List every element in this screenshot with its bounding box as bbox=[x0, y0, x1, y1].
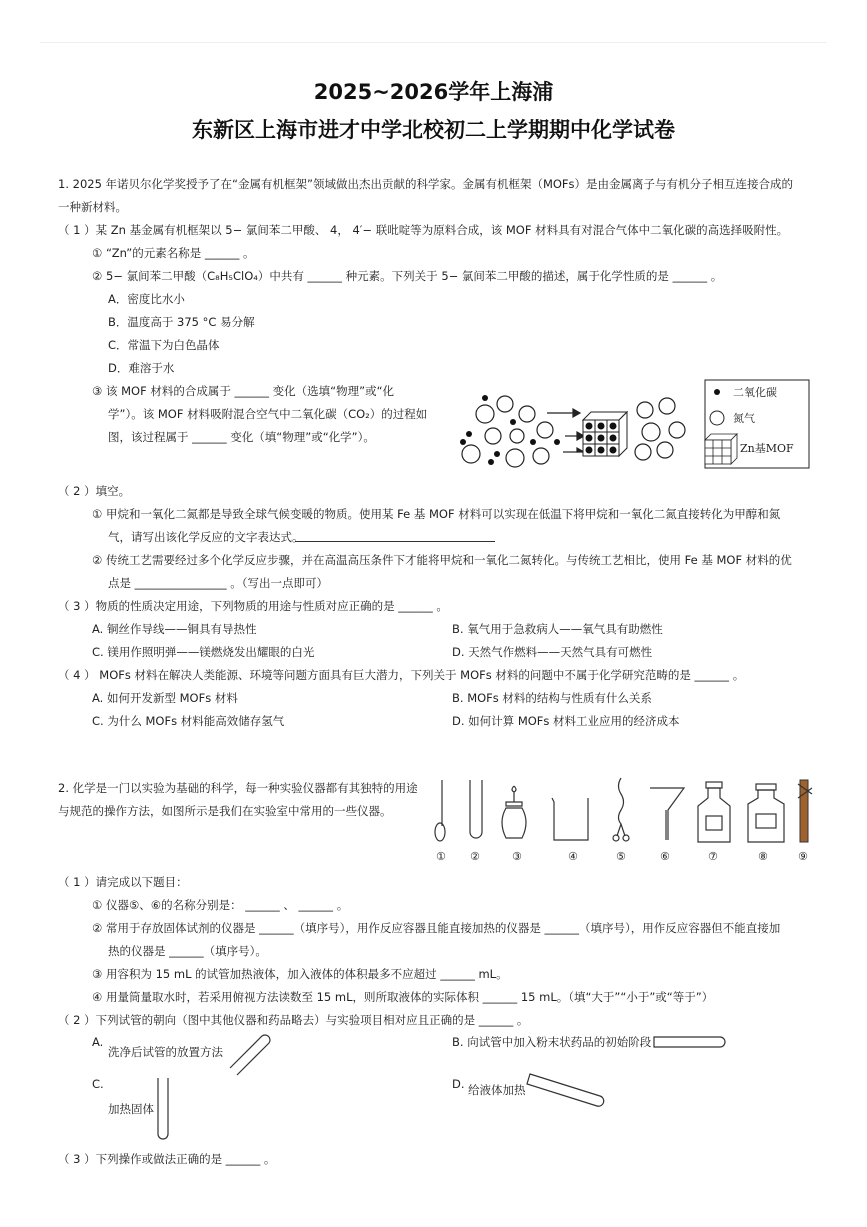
q1-part2-sub2-line1: ② 传统工艺需要经过多个化学反应步骤，并在高温高压条件下才能将甲烷和一氧化二氮转化。与传统工艺相比，使用 Fe 基 MOF 材料的优 bbox=[92, 553, 792, 567]
instrument-label-4: ④ bbox=[568, 850, 578, 863]
mof-adsorption-diagram bbox=[455, 378, 815, 473]
instrument-label-5: ⑤ bbox=[616, 850, 626, 863]
q1-part3-option-b: B. 氧气用于急救病人——氧气具有助燃性 bbox=[452, 622, 663, 636]
q2-option-b-text: B. 向试管中加入粉末状药品的初始阶段 bbox=[452, 1035, 652, 1049]
test-tube-horizontal-drawing bbox=[652, 1035, 728, 1049]
q1-part2-sub1-line2: 气，请写出该化学反应的文字表达式。 bbox=[108, 530, 304, 544]
q1-option-d: D．难溶于水 bbox=[108, 361, 175, 375]
q1-part4-option-c: C. 为什么 MOFs 材料能高效储存氢气 bbox=[92, 714, 285, 728]
test-tube-inverted-drawing bbox=[222, 1030, 272, 1074]
q1-part1-sub3-line3: 图，该过程属于 ______ 变化（填“物理”或“化学”）。 bbox=[108, 430, 375, 444]
q1-part4-option-b: B. MOFs 材料的结构与性质有什么关系 bbox=[452, 691, 652, 705]
q1-part2-sub1-line1: ① 甲烷和一氧化二氮都是导致全球气候变暖的物质。使用某 Fe 基 MOF 材料可以实现在低温下将甲烷和一氧化二氮直接转化为甲醇和氮 bbox=[92, 507, 781, 521]
q1-part3-stem: （ 3 ）物质的性质决定用途，下列物质的用途与性质对应正确的是 ______ 。 bbox=[58, 599, 448, 613]
q1-part4-option-a: A. 如何开发新型 MOFs 材料 bbox=[92, 691, 238, 705]
q1-part4-option-d: D. 如何计算 MOFs 材料工业应用的经济成本 bbox=[452, 714, 680, 728]
q1-part3-option-a: A. 铜丝作导线——铜具有导热性 bbox=[92, 622, 257, 636]
legend-mof-label: Zn基MOF bbox=[740, 442, 794, 455]
q2-option-a-letter: A. bbox=[92, 1035, 104, 1049]
q1-option-b: B．温度高于 375 °C 易分解 bbox=[108, 315, 255, 329]
instrument-label-7: ⑦ bbox=[708, 850, 718, 863]
q2-part3-stem: （ 3 ）下列操作或做法正确的是 ______ 。 bbox=[58, 1152, 276, 1166]
test-tube-tilted-drawing bbox=[526, 1072, 606, 1112]
instrument-label-1: ① bbox=[436, 850, 446, 863]
q2-part2-stem: （ 2 ）下列试管的朝向（图中其他仪器和药品略去）与实验项目相对应且正确的是 ______ 。 bbox=[58, 1013, 529, 1027]
q1-part2-stem: （ 2 ）填空。 bbox=[58, 484, 131, 498]
q2-part1-sub4: ④ 用量筒量取水时，若采用俯视方法读数至 15 mL，则所取液体的实际体积 ______ 15 mL。（填“大于”“小于”或“等于”） bbox=[92, 990, 714, 1004]
q1-part3-option-c: C. 镁用作照明弹——镁燃烧发出耀眼的白光 bbox=[92, 645, 315, 659]
q1-intro-line1: 1. 2025 年诺贝尔化学奖授予了在“金属有机框架”领域做出杰出贡献的科学家。金属有机框架（MOFs）是由金属离子与有机分子相互连接合成的 bbox=[58, 177, 794, 191]
q2-part1-sub1: ① 仪器⑤、⑥的名称分别是： ______ 、 ______ 。 bbox=[92, 898, 349, 912]
q2-intro-line1: 2. 化学是一门以实验为基础的科学，每一种实验仪器都有其独特的用途 bbox=[58, 781, 418, 795]
q2-part1-sub3: ③ 用容积为 15 mL 的试管加热液体，加入液体的体积最多不应超过 ______ mL。 bbox=[92, 967, 508, 981]
q1-part3-option-d: D. 天然气作燃料——天然气具有可燃性 bbox=[452, 645, 653, 659]
q2-option-d-letter: D. bbox=[452, 1077, 465, 1091]
q2-intro-line2: 与规范的操作方法，如图所示是我们在实验室中常用的一些仪器。 bbox=[58, 804, 392, 818]
q2-part1-stem: （ 1 ）请完成以下题目： bbox=[58, 875, 188, 889]
lab-instruments-figure bbox=[428, 774, 818, 866]
q2-option-c-text: 加热固体 bbox=[108, 1102, 154, 1116]
test-tube-vertical-drawing bbox=[156, 1076, 170, 1142]
q2-option-a-text: 洗净后试管的放置方法 bbox=[108, 1045, 223, 1059]
q1-part1-sub1: ① “Zn”的元素名称是 ______ 。 bbox=[92, 246, 255, 260]
answer-blank bbox=[295, 529, 495, 542]
instrument-label-2: ② bbox=[470, 850, 480, 863]
exam-title-line1: 2025~2026学年上海浦 bbox=[313, 80, 554, 104]
top-divider bbox=[40, 42, 827, 43]
q2-option-d-text: 给液体加热 bbox=[468, 1083, 526, 1097]
q1-intro-line2: 一种新材料。 bbox=[58, 200, 127, 214]
q1-part2-sub2-line2: 点是 ________________ 。（写出一点即可） bbox=[108, 576, 329, 590]
legend-n2-label: 氮气 bbox=[733, 412, 755, 425]
q1-option-c: C．常温下为白色晶体 bbox=[108, 338, 220, 352]
q1-part1-stem: （ 1 ）某 Zn 基金属有机框架以 5− 氯间苯二甲酸、 4， 4′− 联吡啶等为原料合成，该 MOF 材料具有对混合气体中二氧化碳的高选择吸附性。 bbox=[58, 223, 789, 237]
q1-part1-sub3-line2: 学”）。该 MOF 材料吸附混合空气中二氧化碳（CO₂）的过程如 bbox=[108, 407, 428, 421]
instrument-label-6: ⑥ bbox=[660, 850, 670, 863]
q1-part4-stem: （ 4 ） MOFs 材料在解决人类能源、环境等问题方面具有巨大潜力，下列关于 MOFs 材料的问题中不属于化学研究范畴的是 ______ 。 bbox=[58, 668, 745, 682]
exam-title-line2: 东新区上海市进才中学北校初二上学期期中化学试卷 bbox=[192, 118, 675, 142]
instrument-label-8: ⑧ bbox=[758, 850, 768, 863]
q1-option-a: A．密度比水小 bbox=[108, 292, 185, 306]
q2-part1-sub2-line2: 热的仪器是 ______（填序号）。 bbox=[108, 944, 267, 958]
q2-option-c-letter: C. bbox=[92, 1077, 104, 1091]
instrument-label-3: ③ bbox=[512, 850, 522, 863]
q1-part1-sub2: ② 5− 氯间苯二甲酸（C₈H₅ClO₄）中共有 ______ 种元素。下列关于 5− 氯间苯二甲酸的描述，属于化学性质的是 ______ 。 bbox=[92, 269, 723, 283]
legend-co2-label: 二氧化碳 bbox=[733, 386, 777, 399]
q1-part1-sub3-line1: ③ 该 MOF 材料的合成属于 ______ 变化（选填“物理”或“化 bbox=[92, 384, 395, 398]
instrument-label-9: ⑨ bbox=[798, 850, 808, 863]
q2-part1-sub2-line1: ② 常用于存放固体试剂的仪器是 ______（填序号），用作反应容器且能直接加热的仪器是 ______（填序号），用作反应容器但不能直接加 bbox=[92, 921, 781, 935]
